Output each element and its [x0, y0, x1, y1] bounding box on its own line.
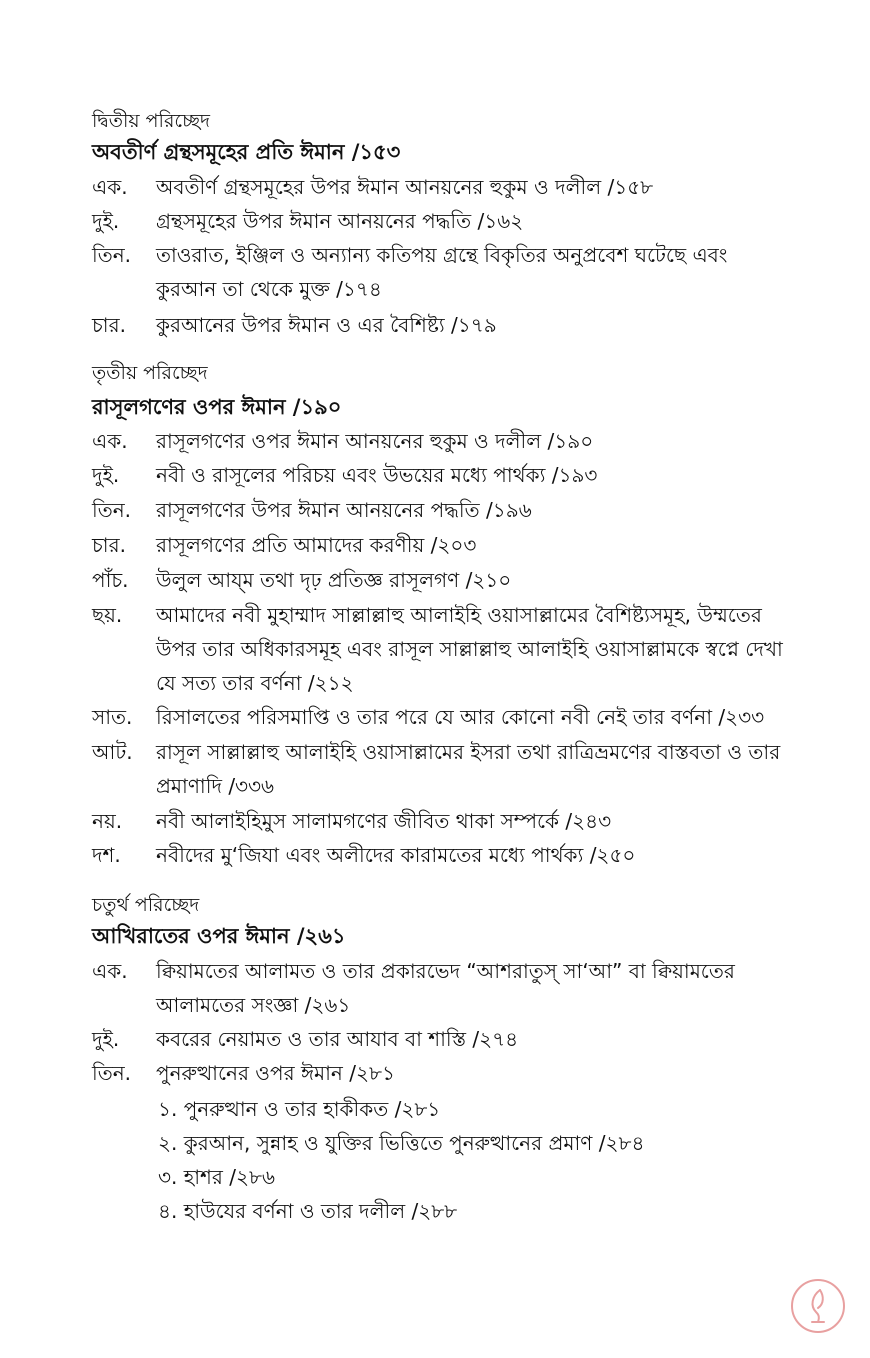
item-number: চার. — [92, 533, 126, 557]
sub-list-item: ৩. হাশর /২৮৬ — [158, 1165, 275, 1189]
item-text: গ্রন্থসমূহের উপর ঈমান আনয়নের পদ্ধতি /১৬২ — [156, 209, 524, 233]
item-number: এক. — [92, 175, 128, 199]
item-text: রাসূলগণের ওপর ঈমান আনয়নের হুকুম ও দলীল /১৯০ — [156, 429, 594, 453]
item-text: ক্বিয়ামতের আলামত ও তার প্রকারভেদ “আশরাতুস্ সা‘আ” বা ক্বিয়ামতের আলামতের সংজ্ঞা /২৬১ — [156, 959, 735, 1017]
item-text: কবরের নেয়ামত ও তার আযাব বা শাস্তি /২৭৪ — [156, 1027, 519, 1051]
list-item — [92, 528, 792, 562]
list-item — [92, 204, 792, 238]
list-item — [92, 170, 792, 204]
item-number: সাত. — [92, 705, 133, 729]
sub-list-item: ১. পুনরুত্থান ও তার হাকীকত /২৮১ — [158, 1097, 441, 1121]
item-text: রাসূলগণের উপর ঈমান আনয়নের পদ্ধতি /১৯৬ — [156, 498, 532, 522]
item-number: দুই. — [92, 209, 120, 233]
section-title: অবতীর্ণ গ্রন্থসমূহের প্রতি ঈমান /১৫৩ — [92, 140, 401, 164]
section-heading: চতুর্থ পরিচ্ছেদ — [92, 894, 200, 916]
list-item — [92, 424, 792, 458]
item-number: তিন. — [92, 498, 132, 522]
sub-list-item: ৪. হাউযের বর্ণনা ও তার দলীল /২৮৮ — [158, 1199, 458, 1223]
item-text: অবতীর্ণ গ্রন্থসমূহের উপর ঈমান আনয়নের হুকুম ও দলীল /১৫৮ — [156, 175, 654, 199]
section-title: আখিরাতের ওপর ঈমান /২৬১ — [92, 924, 346, 948]
list-item — [92, 1022, 792, 1056]
item-text: নবীদের মু‘জিযা এবং অলীদের কারামতের মধ্যে পার্থক্য /২৫০ — [156, 843, 636, 867]
item-text: রিসালতের পরিসমাপ্তি ও তার পরে যে আর কোনো নবী নেই তার বর্ণনা /২৩৩ — [156, 705, 765, 729]
list-item — [92, 804, 792, 838]
sub-list-item: ২. কুরআন, সুন্নাহ ও যুক্তির ভিত্তিতে পুনরুত্থানের প্রমাণ /২৮৪ — [158, 1131, 645, 1155]
item-text: উলুল আয্‌ম তথা দৃঢ় প্রতিজ্ঞ রাসূলগণ /২১০ — [156, 568, 512, 592]
item-number: চার. — [92, 313, 126, 337]
item-number: এক. — [92, 429, 128, 453]
item-text: কুরআনের উপর ঈমান ও এর বৈশিষ্ট্য /১৭৯ — [156, 313, 497, 337]
item-number: দশ. — [92, 843, 121, 867]
item-number: তিন. — [92, 1061, 132, 1085]
list-item — [92, 838, 792, 872]
item-number: তিন. — [92, 243, 132, 267]
item-number: আট. — [92, 740, 133, 764]
list-item — [92, 598, 792, 700]
item-text: নবী আলাইহিমুস সালামগণের জীবিত থাকা সম্পর্কে /২৪৩ — [156, 809, 612, 833]
list-item — [92, 1056, 792, 1090]
item-number: এক. — [92, 959, 128, 983]
item-number: দুই. — [92, 1027, 120, 1051]
item-text: পুনরুত্থানের ওপর ঈমান /২৮১ — [156, 1061, 395, 1085]
quill-logo-icon — [790, 1278, 846, 1334]
item-text: নবী ও রাসূলের পরিচয় এবং উভয়ের মধ্যে পার্থক্য /১৯৩ — [156, 463, 598, 487]
list-item — [92, 700, 792, 734]
list-item — [92, 735, 792, 803]
list-item — [92, 493, 792, 527]
list-item — [92, 308, 792, 342]
item-text: রাসূল সাল্লাল্লাহু আলাইহি ওয়াসাল্লামের ইসরা তথা রাত্রিভ্রমণের বাস্তবতা ও তার প্রমাণাদি /৩৩৬ — [156, 740, 781, 798]
list-item — [92, 563, 792, 597]
section-heading: তৃতীয় পরিচ্ছেদ — [92, 362, 208, 384]
item-number: দুই. — [92, 463, 120, 487]
item-number: ছয়. — [92, 603, 123, 627]
list-item — [92, 458, 792, 492]
item-number: পাঁচ. — [92, 568, 129, 592]
item-number: নয়. — [92, 809, 123, 833]
section-heading: দ্বিতীয় পরিচ্ছেদ — [92, 110, 211, 132]
section-title: রাসূলগণের ওপর ঈমান /১৯০ — [92, 395, 342, 419]
list-item — [92, 238, 792, 306]
item-text: আমাদের নবী মুহাম্মাদ সাল্লাল্লাহু আলাইহি ওয়াসাল্লামের বৈশিষ্ট্যসমূহ, উম্মতের উপর তার অধিকারসমূহ এবং রাসূল সাল্লাল্লাহু আলাইহি ওয়াসাল্লামকে স্বপ্নে দেখা যে সত্য তার বর্ণনা /২১২ — [156, 603, 783, 695]
item-text: তাওরাত, ইঞ্জিল ও অন্যান্য কতিপয় গ্রন্থে বিকৃতির অনুপ্রবেশ ঘটেছে এবং কুরআন তা থেকে মুক্ত /১৭৪ — [156, 243, 728, 301]
item-text: রাসূলগণের প্রতি আমাদের করণীয় /২০৩ — [156, 533, 477, 557]
list-item — [92, 954, 792, 1022]
